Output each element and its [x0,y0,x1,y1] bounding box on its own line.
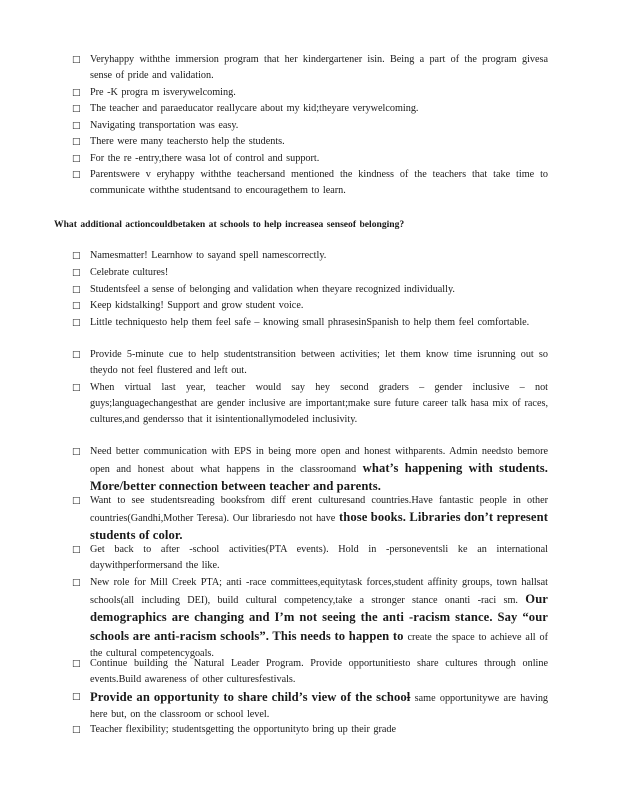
list-item [72,265,548,281]
checkbox-bullet-icon: □ [72,88,81,98]
list-item-text: Veryhappy withthe immersion program that her kindergartener isin. Being a part of the program givesa sense of pride and validation. [90,54,548,82]
list-item-text: Studentsfeel a sense of belonging and validation when theyare recognized individually. [90,284,455,295]
list-item-text: The teacher and paraeducator reallycare about my kid;theyare verywelcoming. [90,103,419,114]
list-item-text: Keep kidstalking! Support and grow student voice. [90,300,304,311]
checkbox-bullet-icon: □ [72,285,81,295]
checkbox-bullet-icon: □ [72,251,81,261]
list-item-text: Celebrate cultures! [90,267,169,278]
list-item-text: Want to see studentsreading booksfrom diff erent culturesand countries.Have fantastic people in other countries(Gandhi,Mother Teresa). Our librariesdo not have [90,495,548,525]
checkbox-bullet-icon: □ [72,496,81,506]
checkbox-bullet-icon: □ [72,170,81,180]
list-item [72,248,548,264]
checkbox-bullet-icon: □ [72,55,81,65]
list-item [72,493,548,546]
list-item-text: Teacher flexibility; studentsgetting the opportunityto bring up their grade [90,724,397,735]
list-item-emphasis: those books. Libraries don’t represent students of color. [90,510,548,543]
list-item-text: Get back to after -school activities(PTA events). Hold in -personeventsli ke an international daywithperformersand the like. [90,544,548,572]
list-item [72,347,548,379]
list-item [72,118,548,134]
list-item [72,542,548,574]
checkbox-bullet-icon: □ [72,725,81,735]
checkbox-bullet-icon: □ [72,137,81,147]
list-item-text: New role for Mill Creek PTA; anti -race committees,equitytask forces,student affinity groups, town hallsat schools(all including DEI), build cultural competency,take a stronger stance onanti -raci sm. [90,577,548,607]
list-item-text: There were many teachersto help the students. [90,136,285,147]
list-item-text: Provide 5-minute cue to help studentstransition between activities; let them know time isrunning out so theydo not feel flustered and left out. [90,349,548,377]
checkbox-bullet-icon: □ [72,154,81,164]
list-item [72,380,548,429]
checkbox-bullet-icon: □ [72,301,81,311]
checkbox-bullet-icon: □ [72,578,81,588]
list-item-text: same opportunitywe are having here but, on the classroom or school level. [90,693,549,721]
list-item-emphasis: Provide an opportunity to share child’s view of the schoo [90,690,407,704]
checkbox-bullet-icon: □ [72,121,81,131]
list-item [72,575,549,662]
list-item-text: Need better communication with EPS in being more open and honest withparents. Admin needsto bemore open and honest about what happens in the classroomand [90,446,548,476]
list-item-text: Pre -K progra m isverywelcoming. [90,87,236,98]
list-item-text: Namesmatter! Learnhow to sayand spell namescorrectly. [90,250,327,261]
list-item [72,444,548,497]
checkbox-bullet-icon: □ [72,318,81,328]
checkbox-bullet-icon: □ [72,268,81,278]
list-item [72,101,548,117]
list-item-text: Continue building the Natural Leader Program. Provide opportunitiesto share cultures through online events.Build awareness of other culturesfestivals. [90,658,548,686]
list-item [72,689,549,723]
checkbox-bullet-icon: □ [72,659,81,669]
list-item-emphasis: Our demographics are changing and I’m not seeing the anti -racism stance. Say “our schools are anti-racism schools”. This needs to happen to [90,592,548,643]
list-item-text: Little techniquesto help them feel safe – knowing small phrasesinSpanish to help them feel comfortable. [90,317,530,328]
list-item [72,151,548,167]
checkbox-bullet-icon: □ [72,383,81,393]
list-item [72,722,548,738]
list-item-text-continued: create the space to achieve all of the cultural competencygoals. [90,631,549,659]
checkbox-bullet-icon: □ [72,692,81,702]
checkbox-bullet-icon: □ [72,545,81,555]
list-item-emphasis: what’s happening with students. More/better connection between teacher and parents. [90,461,548,494]
list-item-text: Navigating transportation was easy. [90,120,239,131]
list-item [72,52,548,84]
list-item [72,298,548,314]
list-item-text: For the re -entry,there wasa lot of control and support. [90,153,320,164]
checkbox-bullet-icon: □ [72,447,81,457]
checkbox-bullet-icon: □ [72,104,81,114]
struck-letter: l [406,690,411,704]
list-item-text: Parentswere v eryhappy withthe teachersand mentioned the kindness of the teachers that take time to communicate withthe studentsand to encouragethem to learn. [90,169,548,197]
list-item [72,85,548,101]
section-question-heading: What additional actioncouldbetaken at schools to help increasea senseof belonging? [54,219,405,230]
checkbox-bullet-icon: □ [72,350,81,360]
list-item [72,315,548,331]
list-item [72,656,548,688]
list-item [72,282,548,298]
list-item-text: When virtual last year, teacher would say hey second graders – gender inclusive – not guys;languagechangesthat are gender inclusive are important;make sure future career talk hasa mix of races, cultures,and gendersso that it isintentionallymodeled inclusivity. [90,382,548,426]
list-item [72,167,548,199]
list-item [72,134,548,150]
